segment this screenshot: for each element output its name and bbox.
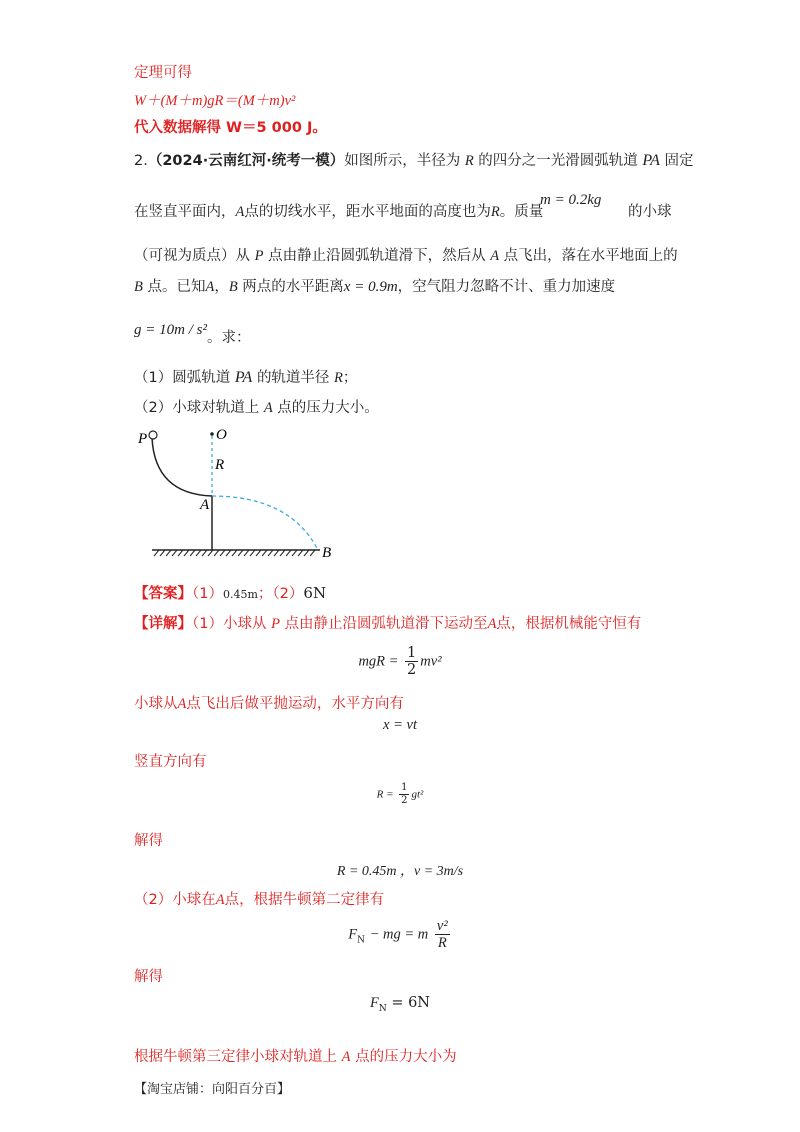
subscript: N — [378, 1003, 387, 1014]
problem-text: ； — [342, 370, 358, 386]
problem-line-5 — [134, 320, 251, 346]
eq-part: − mg = m — [369, 926, 429, 943]
explain-line-5 — [134, 890, 384, 910]
explain-line-1 — [134, 614, 641, 634]
explain-line-2 — [134, 694, 404, 714]
label-o: O — [216, 427, 227, 443]
top-line-1: 定理可得 — [134, 65, 192, 81]
problem-number: 2. — [134, 153, 148, 169]
ground-hatch — [154, 550, 315, 556]
answer-tag: 【答案】 — [134, 586, 192, 602]
problem-text: 点的切线水平，距水平地面的高度也为 — [244, 204, 491, 220]
problem-text: 。质量 — [499, 204, 544, 220]
symbol-pa: PA — [642, 152, 660, 169]
eq-part: mv² — [420, 653, 442, 670]
problem-text: 点。已知 — [147, 279, 206, 295]
mass-value: m = 0.2kg — [540, 192, 602, 208]
problem-text: 的小球 — [628, 204, 672, 220]
symbol-a: A — [177, 696, 187, 712]
explain-text: （1）小球从 — [192, 616, 267, 632]
problem-text: （可视为质点）从 — [134, 248, 250, 264]
eq-part: gt² — [411, 788, 424, 801]
explain-line-7 — [134, 1047, 457, 1067]
problem-line-4 — [134, 277, 615, 297]
equation-result-2 — [0, 995, 800, 1014]
question-1 — [134, 368, 357, 388]
equation-energy — [0, 645, 800, 678]
symbol-a: A — [490, 248, 500, 264]
symbol-r: R — [490, 204, 500, 220]
problem-text: 。求： — [206, 330, 251, 346]
problem-text: 点的压力大小。 — [277, 400, 379, 416]
eq-part: = 6N — [391, 995, 430, 1011]
problem-text: （2）小球对轨道上 — [134, 400, 260, 416]
problem-source: （2024·云南红河·统考一模） — [147, 153, 345, 169]
eq-part: F — [348, 926, 358, 943]
problem-text: 两点的水平距离 — [242, 279, 344, 295]
problem-text: ，空气阻力忽略不计、重力加速度 — [397, 279, 616, 295]
symbol-r: R — [334, 370, 343, 386]
problem-text: 如图所示，半径为 — [344, 153, 461, 169]
arc-track — [152, 438, 212, 496]
explain-text: 小球从 — [134, 696, 178, 712]
symbol-a: A — [487, 616, 497, 632]
explain-text: （2）小球在 — [134, 892, 216, 908]
label-p: P — [138, 431, 148, 447]
fraction-num: v² — [436, 918, 448, 934]
eq-part: mgR = — [358, 653, 399, 670]
explain-text: 点的压力大小为 — [355, 1049, 457, 1065]
eq-part: F — [369, 995, 379, 1011]
eq-part: R = — [376, 788, 394, 801]
problem-text: 点由静止沿圆弧轨道滑下，然后从 — [268, 248, 486, 264]
distance-value: x = 0.9m — [343, 279, 398, 295]
explain-text: 点飞出后做平抛运动，水平方向有 — [186, 696, 404, 712]
center-point — [210, 432, 214, 436]
ball-icon — [149, 431, 157, 439]
problem-line-2 — [134, 202, 543, 222]
symbol-p: P — [271, 616, 280, 632]
problem-text: ， — [214, 279, 229, 295]
explain-line-6: 解得 — [134, 969, 163, 985]
problem-text: 固定 — [664, 153, 694, 169]
explain-tag: 【详解】 — [134, 616, 192, 632]
problem-line-1 — [134, 151, 694, 171]
symbol-pa: PA — [234, 369, 253, 386]
trajectory-curve — [212, 496, 318, 550]
label-b: B — [322, 545, 332, 561]
answer-text: （1） — [192, 586, 223, 602]
symbol-a: A — [205, 279, 215, 295]
problem-text: 的轨道半径 — [256, 370, 330, 386]
explain-text: 点，根据机械能守恒有 — [496, 616, 642, 632]
symbol-p: P — [254, 248, 264, 264]
label-a: A — [200, 497, 210, 513]
fraction-den: R — [437, 935, 447, 951]
explain-text: 根据牛顿第三定律小球对轨道上 — [134, 1049, 337, 1065]
symbol-b: B — [228, 279, 238, 295]
symbol-r: R — [464, 153, 474, 169]
symbol-a: A — [341, 1049, 351, 1065]
equation-vertical — [0, 782, 800, 807]
answer-line — [134, 583, 326, 605]
question-2 — [134, 398, 379, 418]
label-r: R — [215, 457, 225, 473]
equation-newton — [0, 918, 800, 951]
explain-line-4: 解得 — [134, 833, 163, 849]
symbol-b: B — [134, 279, 143, 295]
symbol-a: A — [215, 892, 225, 908]
answer-text: ；（2） — [257, 586, 304, 602]
subscript: N — [357, 935, 366, 946]
problem-text: （1）圆弧轨道 — [134, 370, 231, 386]
fraction-den: 2 — [401, 795, 408, 806]
symbol-a: A — [263, 400, 273, 416]
answer-1-value: 0.45m — [222, 588, 258, 601]
top-formula: W＋(M＋m)gR＝(M＋m)v² — [134, 93, 296, 109]
explain-line-3: 竖直方向有 — [134, 754, 207, 770]
explain-text: 点，根据牛顿第二定律有 — [224, 892, 385, 908]
answer-2-value: 6N — [303, 584, 327, 602]
fraction — [399, 782, 409, 807]
fraction-den: 2 — [407, 662, 417, 678]
problem-text: 点飞出，落在水平地面上的 — [503, 248, 678, 264]
equation-result-1: R = 0.45m ，v = 3m/s — [336, 864, 464, 879]
problem-line-3 — [134, 246, 678, 266]
symbol-a: A — [235, 204, 245, 220]
equation-horizontal: x = vt — [383, 717, 417, 733]
top-line-3: 代入数据解得 W＝5 000 J。 — [134, 120, 327, 136]
explain-text: 点由静止沿圆弧轨道滑下运动至 — [284, 616, 488, 632]
footer-shop: 【淘宝店铺：向阳百分百】 — [134, 1082, 291, 1097]
gravity-value: g = 10m / s² — [134, 322, 207, 338]
fraction-num: 1 — [401, 782, 408, 793]
fraction-num: 1 — [407, 645, 417, 661]
problem-text: 在竖直平面内， — [134, 204, 236, 220]
problem-text: 的四分之一光滑圆弧轨道 — [478, 153, 638, 169]
fraction — [405, 645, 418, 678]
fraction — [435, 918, 450, 951]
